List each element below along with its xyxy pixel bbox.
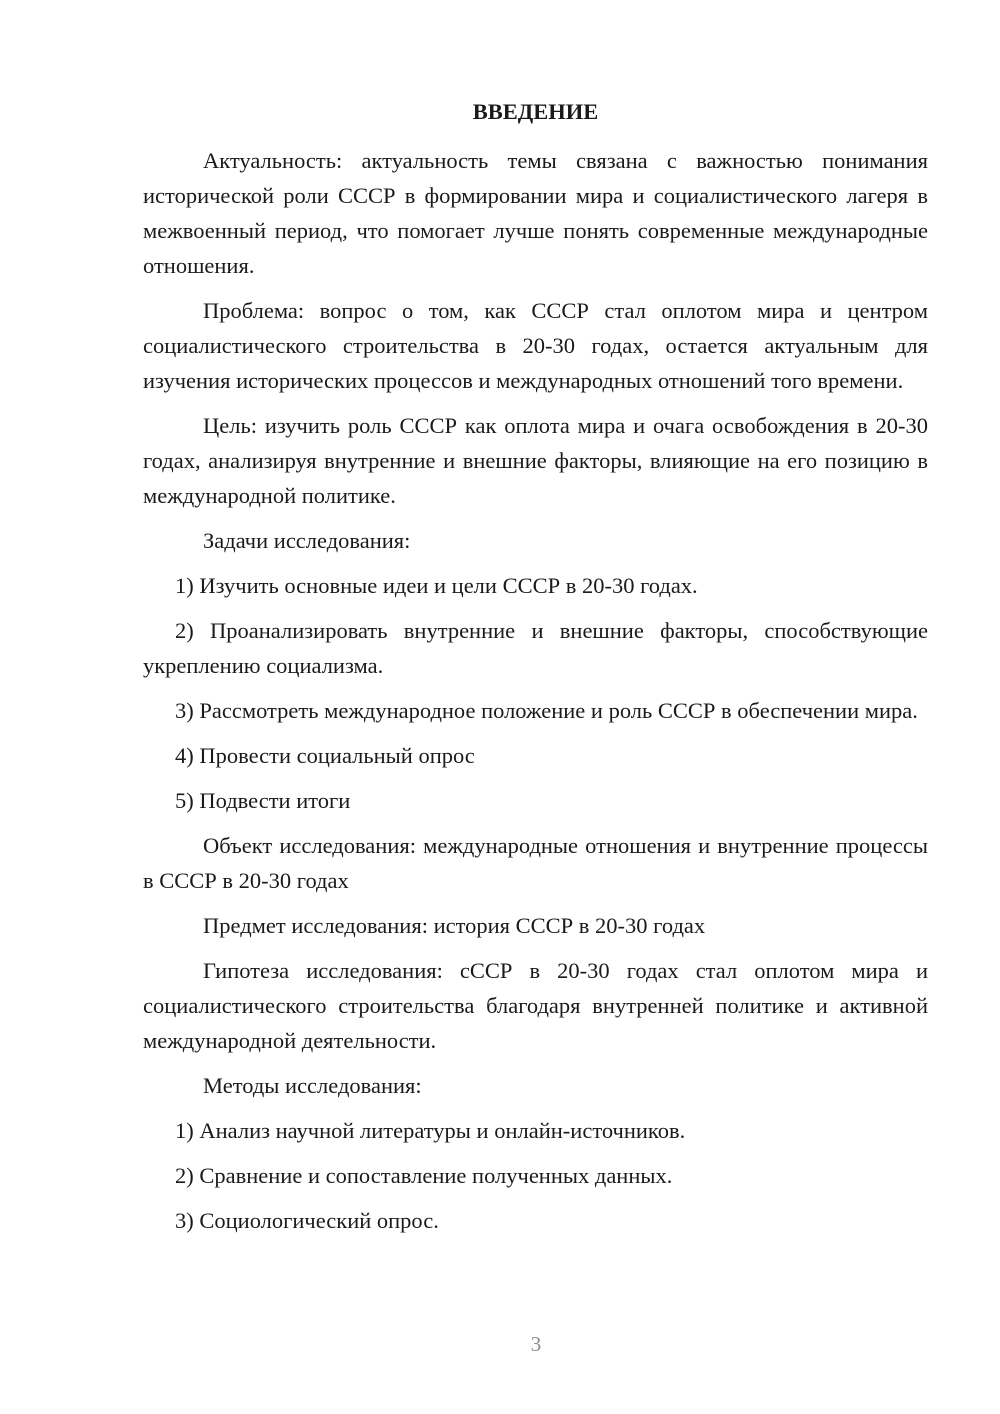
methods-heading: Методы исследования: — [203, 1073, 422, 1098]
task-item-1: 1) Изучить основные идеи и цели СССР в 20-30 годах. — [175, 573, 698, 598]
problem-paragraph: Проблема: вопрос о том, как СССР стал оплотом мира и центром социалистического строительства в 20-30 годах, остается актуальным для изучения исторических процессов и международных отношений того времени. — [143, 298, 928, 393]
tasks-heading: Задачи исследования: — [203, 528, 411, 553]
goal-paragraph: Цель: изучить роль СССР как оплота мира и очага освобождения в 20-30 годах, анализируя внутренние и внешние факторы, влияющие на его позицию в международной политике. — [143, 413, 928, 508]
method-item-3: 3) Социологический опрос. — [175, 1208, 439, 1233]
page-number: 3 — [530, 1332, 542, 1356]
task-item-3: 3) Рассмотреть международное положение и роль СССР в обеспечении мира. — [175, 698, 918, 723]
method-item-1: 1) Анализ научной литературы и онлайн-источников. — [175, 1118, 686, 1143]
task-item-5: 5) Подвести итоги — [175, 788, 351, 813]
page-title: ВВЕДЕНИЕ — [472, 99, 599, 124]
relevance-paragraph: Актуальность: актуальность темы связана с важностью понимания исторической роли СССР в формировании мира и социалистического лагеря в межвоенный период, что помогает лучше понять современные международные отношения. — [143, 148, 928, 278]
page-content — [143, 94, 928, 1248]
task-item-4: 4) Провести социальный опрос — [175, 743, 475, 768]
subject-paragraph: Предмет исследования: история СССР в 20-30 годах — [203, 913, 706, 938]
task-item-2: 2) Проанализировать внутренние и внешние факторы, способствующие укреплению социализма. — [143, 618, 928, 678]
hypothesis-paragraph: Гипотеза исследования: сССР в 20-30 годах стал оплотом мира и социалистического строительства благодаря внутренней политике и активной международной деятельности. — [143, 958, 928, 1053]
method-item-2: 2) Сравнение и сопоставление полученных данных. — [175, 1163, 673, 1188]
object-paragraph: Объект исследования: международные отношения и внутренние процессы в СССР в 20-30 годах — [143, 833, 928, 893]
